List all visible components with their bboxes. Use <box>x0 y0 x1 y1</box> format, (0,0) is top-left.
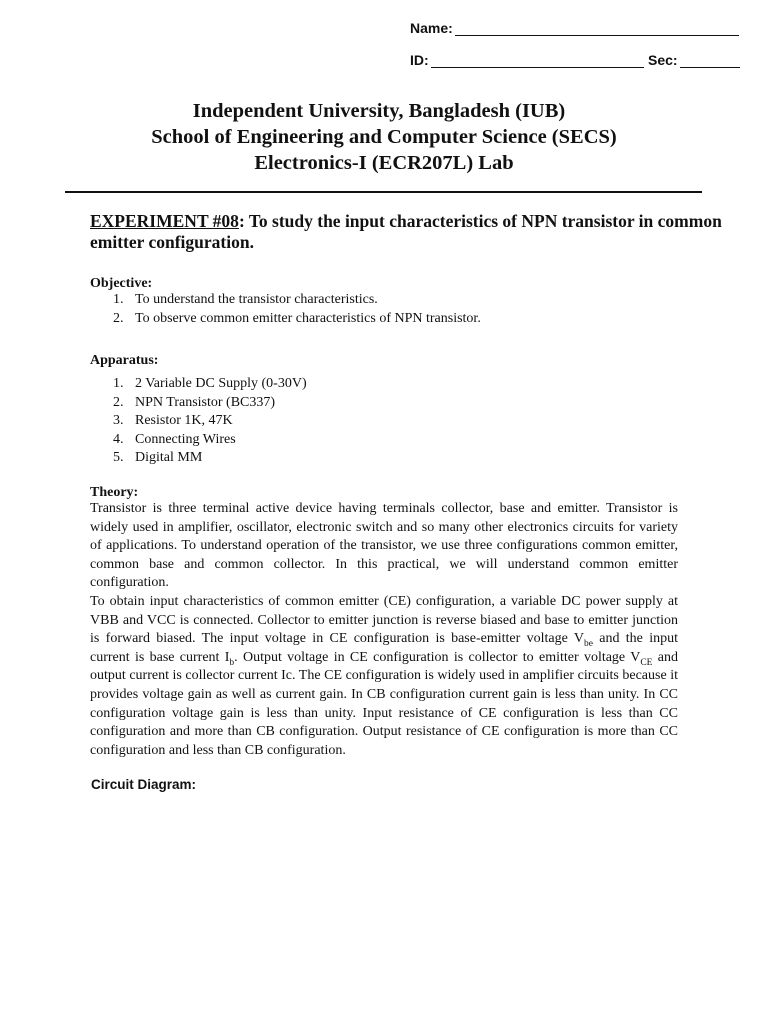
id-blank-line <box>431 54 644 68</box>
theory-heading: Theory: <box>90 485 139 500</box>
id-field <box>410 52 644 68</box>
experiment-title <box>90 211 740 253</box>
sec-blank-line <box>680 54 740 68</box>
list-item: 2. NPN Transistor (BC337) <box>113 394 276 410</box>
sec-field <box>648 52 740 68</box>
course-name: Electronics-I (ECR207L) Lab <box>254 152 514 174</box>
apparatus-heading: Apparatus: <box>90 353 159 368</box>
university-name: Independent University, Bangladesh (IUB) <box>192 100 566 122</box>
objective-heading: Objective: <box>90 276 153 291</box>
header-divider <box>65 191 702 193</box>
list-item: 1. 2 Variable DC Supply (0-30V) <box>113 376 307 391</box>
list-item: 3. Resistor 1K, 47K <box>113 413 233 428</box>
list-item: 1. To understand the transistor characteristics. <box>113 292 378 307</box>
list-item: 2. To observe common emitter characteristics of NPN transistor. <box>113 310 481 326</box>
theory-paragraph-2: To obtain input characteristics of common emitter (CE) configuration, a variable DC power supply at VBB and VCC is connected. Collector to emitter junction is reverse biased and base to emitter junction is forward biased. The input voltage in CE configuration is base-emitter voltage $V_{be}$ and the input current is base current $I_b$. Output voltage in CE configuration is collector to emitter voltage $V_{CE}$ and output current is collector current Ic. The CE configuration is widely used in amplifier circuits because it provides voltage gain as well as current gain. In CB configuration current gain is less than unity. In CC configuration voltage gain is less than unity. Input resistance of CE configuration is less than CC configuration and more than CB configuration. Output resistance of CE configuration is more than CC configuration and less than CB configuration. <box>90 594 678 758</box>
theory-paragraph-1: Transistor is three terminal active device having terminals collector, base and emitter. Transistor is widely used in amplifier, oscillator, electronic switch and so many other electronics circuits for variety of applications. To understand operation of the transistor, we use three configurations common emitter, common base and common collector. In this practical, we will understand common emitter configuration. <box>90 501 678 591</box>
objective-list <box>113 291 481 328</box>
experiment-description: : To study the input characteristics of NPN transistor in common emitter configuration. <box>90 211 722 252</box>
school-name: School of Engineering and Computer Science (SECS) <box>151 126 617 148</box>
id-label: ID: <box>410 52 429 68</box>
name-blank-line <box>455 22 739 36</box>
sec-label: Sec: <box>648 52 678 68</box>
name-label: Name: <box>410 20 453 36</box>
list-item: 5. Digital MM <box>113 450 203 465</box>
list-item: 4. Connecting Wires <box>113 431 236 447</box>
experiment-number: EXPERIMENT #08 <box>90 211 239 231</box>
circuit-diagram-heading: Circuit Diagram: <box>91 777 197 792</box>
apparatus-list <box>113 375 307 468</box>
name-field <box>410 20 739 36</box>
document-header <box>0 98 768 176</box>
